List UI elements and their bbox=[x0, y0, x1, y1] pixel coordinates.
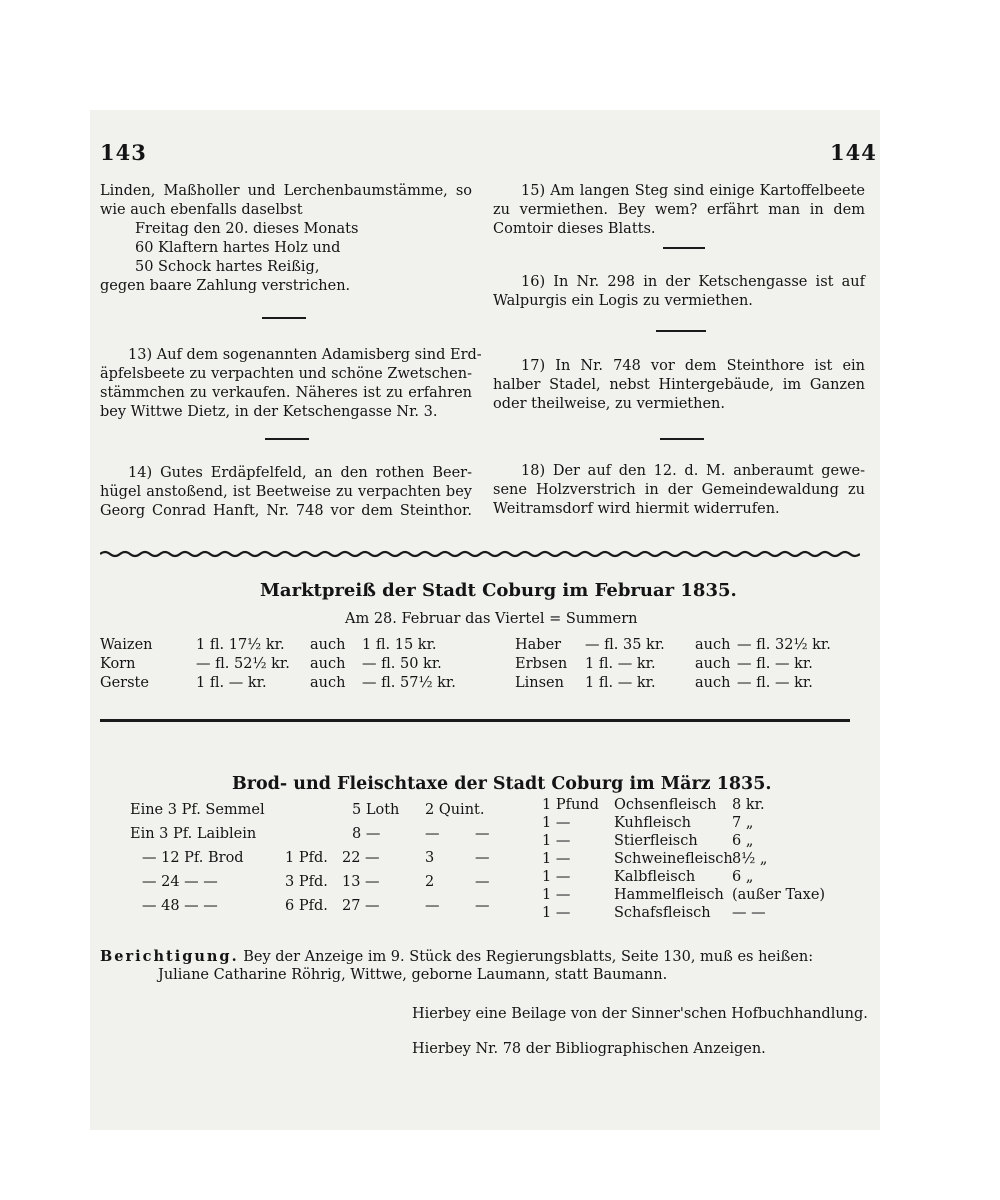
text-line: 13) Auf dem sogenannten Adamisberg sind Erd- bbox=[128, 347, 482, 363]
notice-13 bbox=[100, 346, 482, 422]
text-line: stämmchen zu verkaufen. Näheres ist zu erfahren bbox=[100, 385, 472, 401]
page-number-left: 143 bbox=[100, 140, 147, 165]
meat-name: Kuhfleisch bbox=[614, 815, 691, 831]
market-table-right bbox=[515, 637, 855, 697]
loth-header: 5 Loth bbox=[352, 802, 400, 818]
auch-word: auch bbox=[695, 637, 731, 653]
separator bbox=[663, 247, 705, 249]
text-line: 16) In Nr. 298 in der Ketschengasse ist auf bbox=[521, 274, 865, 290]
text-line: zu vermiethen. Bey wem? erfährt man in dem bbox=[493, 202, 865, 218]
market-title: Marktpreiß der Stadt Coburg im Februar 1835. bbox=[260, 580, 737, 601]
text-line: 60 Klaftern hartes Holz und bbox=[135, 240, 341, 256]
notice-17 bbox=[493, 357, 865, 414]
bread-quint: — bbox=[425, 898, 440, 914]
page-number-right: 144 bbox=[830, 140, 877, 165]
auch-word: auch bbox=[310, 656, 346, 672]
meat-price: 6 „ bbox=[732, 833, 754, 849]
price-2: — fl. — kr. bbox=[737, 675, 813, 691]
grain-name: Korn bbox=[100, 656, 136, 672]
correction-line-1: Bey der Anzeige im 9. Stück des Regierungsblatts, Seite 130, muß es heißen: bbox=[243, 949, 814, 965]
price-2: — fl. — kr. bbox=[737, 656, 813, 672]
separator bbox=[660, 438, 704, 440]
meat-qty: 1 — bbox=[542, 869, 571, 885]
bread-quint: 3 bbox=[425, 850, 435, 866]
text-line: äpfelsbeete zu verpachten und schöne Zwetschen- bbox=[100, 366, 472, 382]
text-line: bey Wittwe Dietz, in der Ketschengasse Nr. 3. bbox=[100, 404, 438, 420]
text-line: 50 Schock hartes Reißig, bbox=[135, 259, 320, 275]
price-1: 1 fl. 17½ kr. bbox=[196, 637, 285, 653]
bread-dash: — bbox=[475, 874, 490, 890]
text-line: 17) In Nr. 748 vor dem Steinthore ist ein bbox=[521, 358, 865, 374]
auch-word: auch bbox=[695, 656, 731, 672]
meat-name: Schafsfleisch bbox=[614, 905, 711, 921]
meat-table bbox=[542, 797, 862, 927]
price-1: 1 fl. — kr. bbox=[585, 656, 656, 672]
meat-qty: 1 — bbox=[542, 851, 571, 867]
left-para-1 bbox=[100, 182, 472, 296]
meat-price: 6 „ bbox=[732, 869, 754, 885]
footer-line-2: Hierbey Nr. 78 der Bibliographischen Anzeigen. bbox=[412, 1041, 766, 1057]
bread-table bbox=[130, 802, 510, 922]
meat-name: Hammelfleisch bbox=[614, 887, 724, 903]
bread-weight: 22 — bbox=[342, 850, 380, 866]
footer-line-1: Hierbey eine Beilage von der Sinner'schen Hofbuchhandlung. bbox=[412, 1006, 868, 1022]
text-line: oder theilweise, zu vermiethen. bbox=[493, 396, 725, 412]
text-line: Georg Conrad Hanft, Nr. 748 vor dem Steinthor. bbox=[100, 503, 472, 519]
meat-qty: 1 — bbox=[542, 833, 571, 849]
bread-dash: — bbox=[475, 898, 490, 914]
bread-pfd: 3 Pfd. bbox=[285, 874, 328, 890]
text-line: gegen baare Zahlung verstrichen. bbox=[100, 278, 351, 294]
grain-name: Linsen bbox=[515, 675, 564, 691]
grain-name: Waizen bbox=[100, 637, 153, 653]
grain-name: Gerste bbox=[100, 675, 149, 691]
bread-item: — 24 — — bbox=[142, 874, 218, 890]
auch-word: auch bbox=[695, 675, 731, 691]
meat-name: Stierfleisch bbox=[614, 833, 698, 849]
meat-price: (außer Taxe) bbox=[732, 887, 826, 903]
price-1: 1 fl. — kr. bbox=[196, 675, 267, 691]
price-1: 1 fl. — kr. bbox=[585, 675, 656, 691]
bread-weight: 8 — bbox=[352, 826, 381, 842]
meat-price: 8½ „ bbox=[732, 851, 768, 867]
separator bbox=[656, 330, 706, 332]
notice-18 bbox=[493, 462, 865, 519]
text-line: 14) Gutes Erdäpfelfeld, an den rothen Beer- bbox=[128, 465, 472, 481]
correction-line-2: Juliane Catharine Röhrig, Wittwe, geborne Laumann, statt Baumann. bbox=[158, 967, 668, 983]
bread-item: Ein 3 Pf. Laiblein bbox=[130, 826, 257, 842]
text-line: 15) Am langen Steg sind einige Kartoffelbeete bbox=[521, 183, 865, 199]
bread-quint: — bbox=[425, 826, 440, 842]
bread-item: — 12 Pf. Brod bbox=[142, 850, 244, 866]
price-1: — fl. 52½ kr. bbox=[196, 656, 290, 672]
text-line: halber Stadel, nebst Hintergebäude, im Ganzen bbox=[493, 377, 865, 393]
auch-word: auch bbox=[310, 637, 346, 653]
text-line: Walpurgis ein Logis zu vermiethen. bbox=[493, 293, 753, 309]
price-1: — fl. 35 kr. bbox=[585, 637, 665, 653]
meat-price: 7 „ bbox=[732, 815, 754, 831]
meat-qty: 1 — bbox=[542, 815, 571, 831]
separator bbox=[262, 317, 306, 319]
wavy-divider bbox=[100, 549, 860, 559]
tax-title: Brod- und Fleischtaxe der Stadt Coburg im März 1835. bbox=[232, 774, 772, 794]
bread-quint: 2 bbox=[425, 874, 435, 890]
meat-qty: 1 — bbox=[542, 887, 571, 903]
market-subtitle: Am 28. Februar das Viertel = Summern bbox=[345, 611, 638, 627]
auch-word: auch bbox=[310, 675, 346, 691]
bread-dash: — bbox=[475, 850, 490, 866]
text-line: wie auch ebenfalls daselbst bbox=[100, 202, 303, 218]
meat-price: 8 kr. bbox=[732, 797, 765, 813]
price-2: 1 fl. 15 kr. bbox=[362, 637, 437, 653]
text-line: Freitag den 20. dieses Monats bbox=[135, 221, 359, 237]
correction-label: Berichtigung. bbox=[100, 948, 239, 965]
quint-header: 2 Quint. bbox=[425, 802, 485, 818]
market-table-left bbox=[100, 637, 470, 697]
correction bbox=[100, 947, 813, 967]
text-line: 18) Der auf den 12. d. M. anberaumt gewe- bbox=[521, 463, 865, 479]
bread-weight: 27 — bbox=[342, 898, 380, 914]
price-2: — fl. 50 kr. bbox=[362, 656, 442, 672]
text-line: hügel anstoßend, ist Beetweise zu verpachten bey bbox=[100, 484, 472, 500]
meat-name: Schweinefleisch bbox=[614, 851, 733, 867]
text-line: Comtoir dieses Blatts. bbox=[493, 221, 656, 237]
bread-pfd: 1 Pfd. bbox=[285, 850, 328, 866]
meat-qty: 1 Pfund bbox=[542, 797, 599, 813]
meat-name: Kalbfleisch bbox=[614, 869, 696, 885]
price-2: — fl. 57½ kr. bbox=[362, 675, 456, 691]
bread-pfd: 6 Pfd. bbox=[285, 898, 328, 914]
section-rule bbox=[100, 719, 850, 722]
meat-name: Ochsenfleisch bbox=[614, 797, 717, 813]
meat-qty: 1 — bbox=[542, 905, 571, 921]
bread-item: Eine 3 Pf. Semmel bbox=[130, 802, 265, 818]
text-line: sene Holzverstrich in der Gemeindewaldung zu bbox=[493, 482, 865, 498]
bread-dash: — bbox=[475, 826, 490, 842]
meat-price: — — bbox=[732, 905, 766, 921]
grain-name: Erbsen bbox=[515, 656, 568, 672]
separator bbox=[265, 438, 309, 440]
price-2: — fl. 32½ kr. bbox=[737, 637, 831, 653]
notice-15 bbox=[493, 182, 865, 239]
grain-name: Haber bbox=[515, 637, 562, 653]
notice-16 bbox=[493, 273, 865, 311]
text-line: Linden, Maßholler und Lerchenbaumstämme, so bbox=[100, 183, 472, 199]
notice-14 bbox=[100, 464, 472, 521]
text-line: Weitramsdorf wird hiermit widerrufen. bbox=[493, 501, 780, 517]
bread-weight: 13 — bbox=[342, 874, 380, 890]
bread-item: — 48 — — bbox=[142, 898, 218, 914]
